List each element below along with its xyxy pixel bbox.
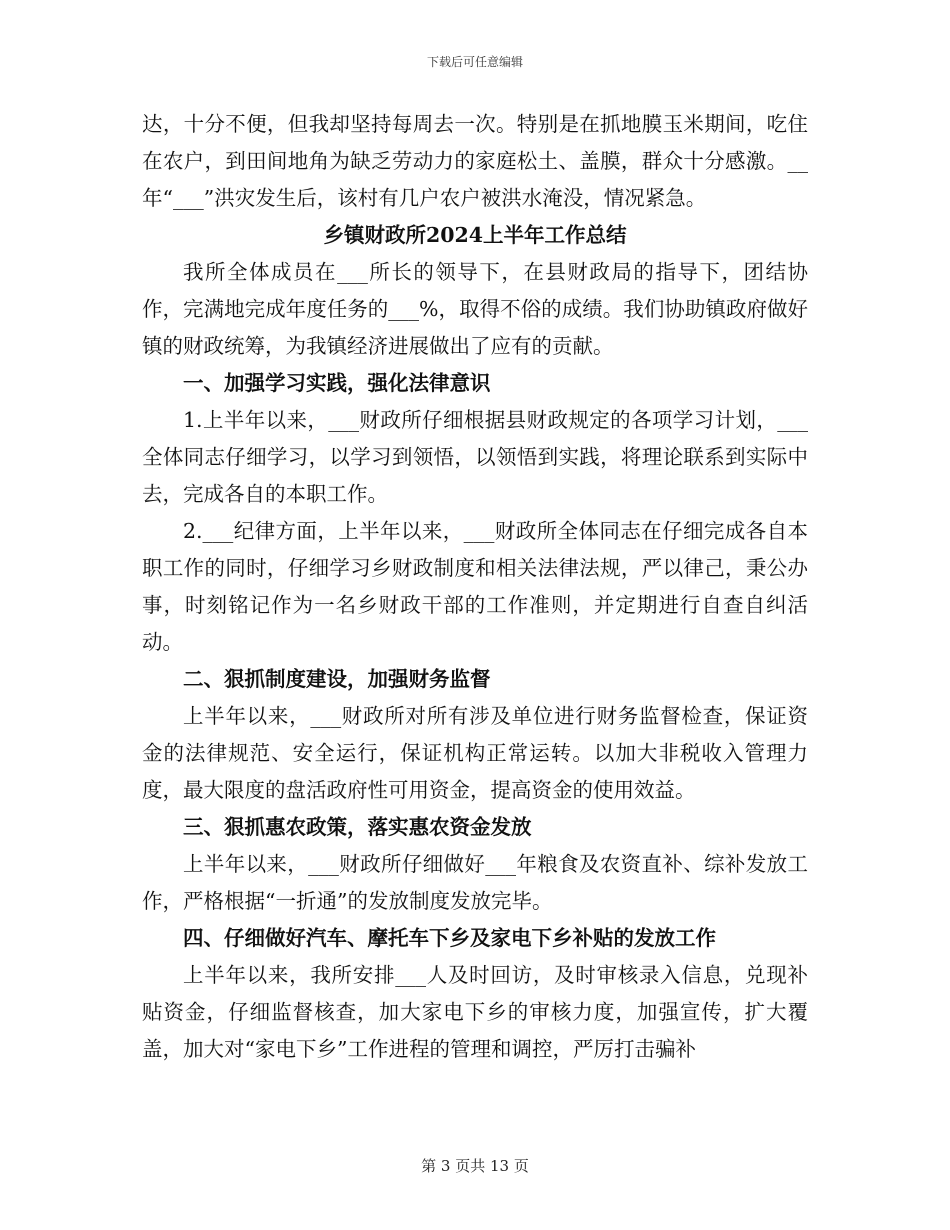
continuation-paragraph: 达，十分不便，但我却坚持每周去一次。特别是在抓地膜玉米期间，吃住在农户，到田间地角为缺乏劳动力的家庭松土、盖膜，群众十分感激。__年“___”洪灾发生后，该村有几户农户被洪水淹没，情况紧急。 — [142, 112, 808, 210]
section-4-paragraph-1: 上半年以来，我所安排___人及时回访，及时审核录入信息，兑现补贴资金，仔细监督核查，加大家电下乡的审核力度，加强宣传，扩大覆盖，加大对“家电下乡”工作进程的管理和调控，严厉打击骗补 — [142, 963, 808, 1061]
page-number-footer: 第 3 页共 13 页 — [421, 1157, 529, 1175]
section-2-paragraph-1: 上半年以来，___财政所对所有涉及单位进行财务监督检查，保证资金的法律规范、安全运行，保证机构正常运转。以加大非税收入管理力度，最大限度的盘活政府性可用资金，提高资金的使用效益。 — [142, 704, 808, 802]
section-1-paragraph-2: 2.___纪律方面，上半年以来，___财政所全体同志在仔细完成各自本职工作的同时，仔细学习乡财政制度和相关法律法规，严以律己，秉公办事，时刻铭记作为一名乡财政干部的工作准则，并定期进行自查自纠活动。 — [142, 519, 808, 654]
document-body — [142, 106, 808, 1068]
intro-paragraph: 我所全体成员在___所长的领导下，在县财政局的指导下，团结协作，完满地完成年度任务的___%，取得不俗的成绩。我们协助镇政府做好镇的财政统筹，为我镇经济进展做出了应有的贡献。 — [142, 260, 808, 358]
section-1-heading: 一、加强学习实践，强化法律意识 — [183, 371, 491, 395]
section-1-paragraph-1: 1.上半年以来，___财政所仔细根据县财政规定的各项学习计划，___全体同志仔细学习，以学习到领悟，以领悟到实践，将理论联系到实际中去，完成各自的本职工作。 — [142, 408, 808, 506]
document-title: 乡镇财政所2024上半年工作总结 — [323, 223, 627, 247]
section-4-heading: 四、仔细做好汽车、摩托车下乡及家电下乡补贴的发放工作 — [183, 926, 716, 950]
page-header-note: 下载后可任意编辑 — [426, 55, 523, 69]
section-3-paragraph-1: 上半年以来，___财政所仔细做好___年粮食及农资直补、综补发放工作，严格根据“一折通”的发放制度发放完毕。 — [142, 852, 808, 913]
section-2-heading: 二、狠抓制度建设，加强财务监督 — [183, 667, 491, 691]
section-3-heading: 三、狠抓惠农政策，落实惠农资金发放 — [183, 815, 532, 839]
